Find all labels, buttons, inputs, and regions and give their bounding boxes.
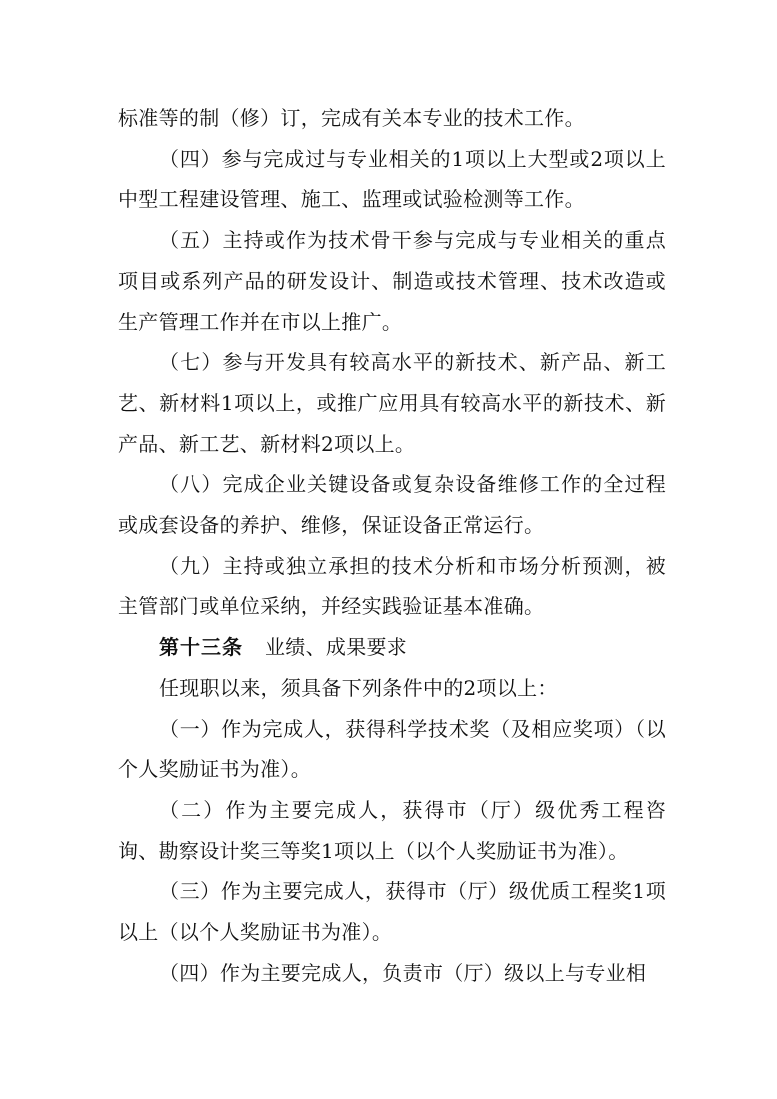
requirement-item-four: （四）作为主要完成人，负责市（厅）级以上与专业相 — [159, 960, 647, 985]
paragraph-item-five: （五）主持或作为技术骨干参与完成与专业相关的重点项目或系列产品的研发设计、制造或技术管理、技术改造或生产管理工作并在市以上推广。 — [118, 228, 666, 334]
article-title: 业绩、成果要求 — [265, 635, 408, 660]
article-heading — [118, 627, 666, 668]
requirement-item-one: （一）作为完成人，获得科学技术奖（及相应奖项）（以个人奖励证书为准）。 — [118, 716, 666, 782]
article-intro: 任现职以来，须具备下列条件中的2项以上： — [159, 675, 558, 700]
paragraph-item-eight: （八）完成企业关键设备或复杂设备维修工作的全过程或成套设备的养护、维修，保证设备正常运行。 — [118, 472, 666, 538]
paragraph-continuation: 标准等的制（修）订，完成有关本专业的技术工作。 — [118, 106, 585, 130]
paragraph-item-nine: （九）主持或独立承担的技术分析和市场分析预测，被主管部门或单位采纳，并经实践验证基本准确。 — [118, 553, 666, 619]
paragraph-item-four: （四）参与完成过与专业相关的1项以上大型或2项以上中型工程建设管理、施工、监理或试验检测等工作。 — [118, 146, 666, 212]
document-page — [118, 98, 666, 993]
paragraph-item-seven: （七）参与开发具有较高水平的新技术、新产品、新工艺、新材料1项以上，或推广应用具有较高水平的新技术、新产品、新工艺、新材料2项以上。 — [118, 350, 666, 456]
article-number: 第十三条 — [159, 635, 243, 660]
requirement-item-three: （三）作为主要完成人，获得市（厅）级优质工程奖1项以上（以个人奖励证书为准）。 — [118, 879, 666, 945]
requirement-item-two: （二）作为主要完成人，获得市（厅）级优秀工程咨询、勘察设计奖三等奖1项以上（以个人奖励证书为准）。 — [118, 797, 666, 863]
